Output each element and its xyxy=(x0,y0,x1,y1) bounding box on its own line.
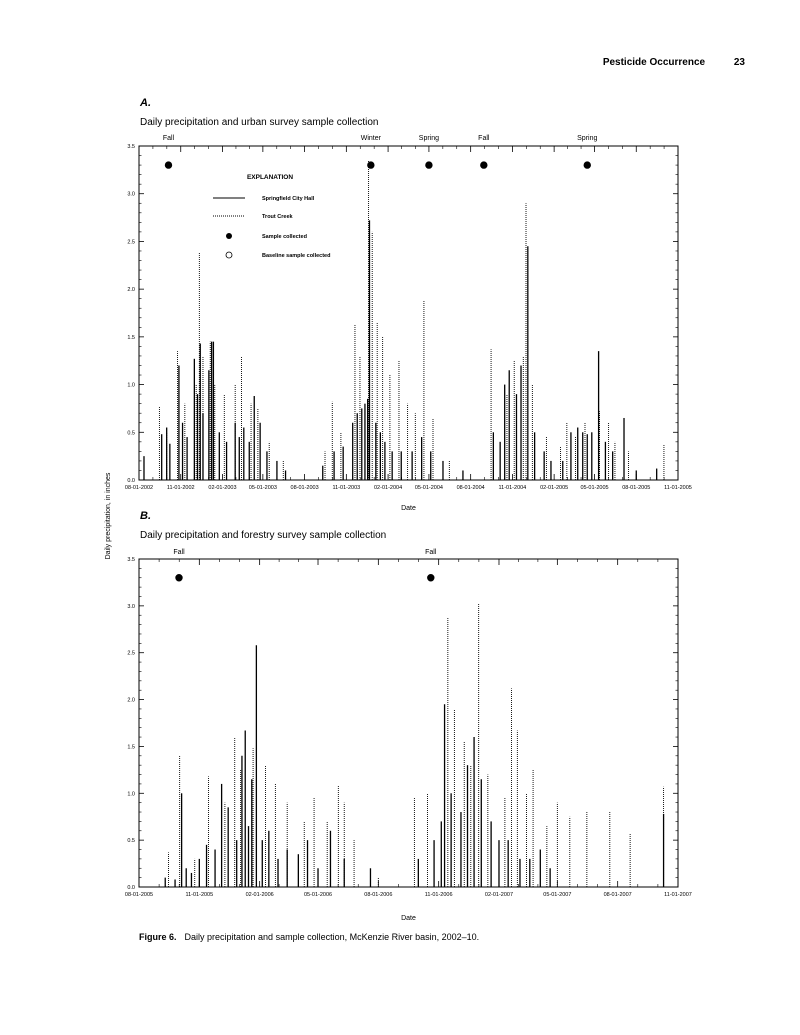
plot-frame xyxy=(139,146,678,480)
x-tick-label: 08-01-2005 xyxy=(622,485,651,491)
x-tick-label: 08-01-2002 xyxy=(124,485,154,491)
sample-marker xyxy=(481,162,488,169)
x-tick-label: 05-01-2006 xyxy=(303,892,333,898)
x-tick-label: 11-01-2005 xyxy=(664,485,692,491)
x-tick-label: 02-01-2006 xyxy=(245,892,274,898)
x-tick-label: 05-01-2007 xyxy=(543,892,572,898)
plot-frame xyxy=(139,559,678,887)
season-label: Fall xyxy=(425,549,437,556)
x-axis-label: Date xyxy=(401,505,416,512)
y-tick-label: 0.0 xyxy=(127,478,135,484)
x-tick-label: 08-01-2003 xyxy=(290,485,319,491)
caption-text: Daily precipitation and sample collection, McKenzie River basin, 2002–10. xyxy=(184,932,480,942)
x-tick-label: 05-01-2005 xyxy=(580,485,609,491)
y-tick-label: 3.0 xyxy=(127,191,135,198)
sample-marker xyxy=(165,162,172,169)
y-tick-label: 0.5 xyxy=(127,430,135,437)
x-tick-label: 08-01-2006 xyxy=(364,892,393,898)
season-label: Winter xyxy=(360,135,381,142)
sample-marker xyxy=(176,574,183,581)
caption-label: Figure 6. xyxy=(139,932,177,942)
legend-item-label: Trout Creek xyxy=(262,214,293,220)
y-tick-label: 2.5 xyxy=(127,650,135,657)
x-tick-label: 08-01-2007 xyxy=(603,892,632,898)
legend-open-circle-symbol xyxy=(226,252,232,258)
y-axis-label: Daily precipitation, in inches xyxy=(105,472,112,560)
x-tick-label: 05-01-2004 xyxy=(414,485,443,491)
x-axis-label: Date xyxy=(401,915,416,922)
season-label: Fall xyxy=(162,135,175,142)
sample-marker xyxy=(426,162,433,169)
legend-title: EXPLANATION xyxy=(246,174,294,181)
x-tick-label: 02-01-2003 xyxy=(208,485,237,491)
legend-item-label: Sample collected xyxy=(262,234,307,240)
x-tick-label: 02-01-2007 xyxy=(484,892,514,898)
page-number: 23 xyxy=(733,57,745,68)
y-tick-label: 2.0 xyxy=(127,697,135,704)
season-label: Fall xyxy=(173,549,185,556)
panel-b-title: Daily precipitation and forestry survey sample collection xyxy=(140,530,387,541)
y-tick-label: 1.5 xyxy=(127,744,135,751)
legend-item-label: Baseline sample collected xyxy=(262,253,331,259)
y-tick-label: 2.0 xyxy=(127,287,135,294)
season-label: Spring xyxy=(418,135,440,142)
y-tick-label: 3.5 xyxy=(127,144,135,150)
running-title: Pesticide Occurrence xyxy=(602,57,706,68)
x-tick-label: 11-01-2007 xyxy=(664,892,692,898)
y-tick-label: 2.5 xyxy=(127,239,135,246)
panel-b-label: B. xyxy=(140,510,151,522)
season-label: Fall xyxy=(478,135,490,142)
x-tick-label: 05-01-2003 xyxy=(248,485,277,491)
x-tick-label: 02-01-2005 xyxy=(540,485,569,491)
y-tick-label: 0.5 xyxy=(127,838,135,845)
figure-caption xyxy=(139,932,479,942)
sample-marker xyxy=(427,574,434,581)
x-tick-label: 11-01-2004 xyxy=(498,485,527,491)
x-tick-label: 08-01-2005 xyxy=(124,892,154,898)
y-tick-label: 3.5 xyxy=(127,557,135,563)
panel-a-title: Daily precipitation and urban survey sample collection xyxy=(140,117,379,128)
y-tick-label: 1.0 xyxy=(127,791,135,798)
panel-a-label: A. xyxy=(140,97,151,109)
x-tick-label: 11-01-2006 xyxy=(424,892,453,898)
legend-filled-circle-symbol xyxy=(226,233,232,239)
y-tick-label: 0.0 xyxy=(127,885,135,891)
x-tick-label: 11-01-2003 xyxy=(332,485,361,491)
x-tick-label: 11-01-2005 xyxy=(185,892,214,898)
sample-marker xyxy=(368,162,375,169)
sample-marker xyxy=(584,162,591,169)
legend-item-label: Springfield City Hall xyxy=(262,196,315,202)
season-label: Spring xyxy=(577,135,598,142)
y-tick-label: 1.0 xyxy=(127,382,135,389)
y-tick-label: 1.5 xyxy=(127,334,135,341)
x-tick-label: 11-01-2002 xyxy=(166,485,195,491)
y-tick-label: 3.0 xyxy=(127,603,135,610)
x-tick-label: 08-01-2004 xyxy=(456,485,485,491)
x-tick-label: 02-01-2004 xyxy=(374,485,403,491)
